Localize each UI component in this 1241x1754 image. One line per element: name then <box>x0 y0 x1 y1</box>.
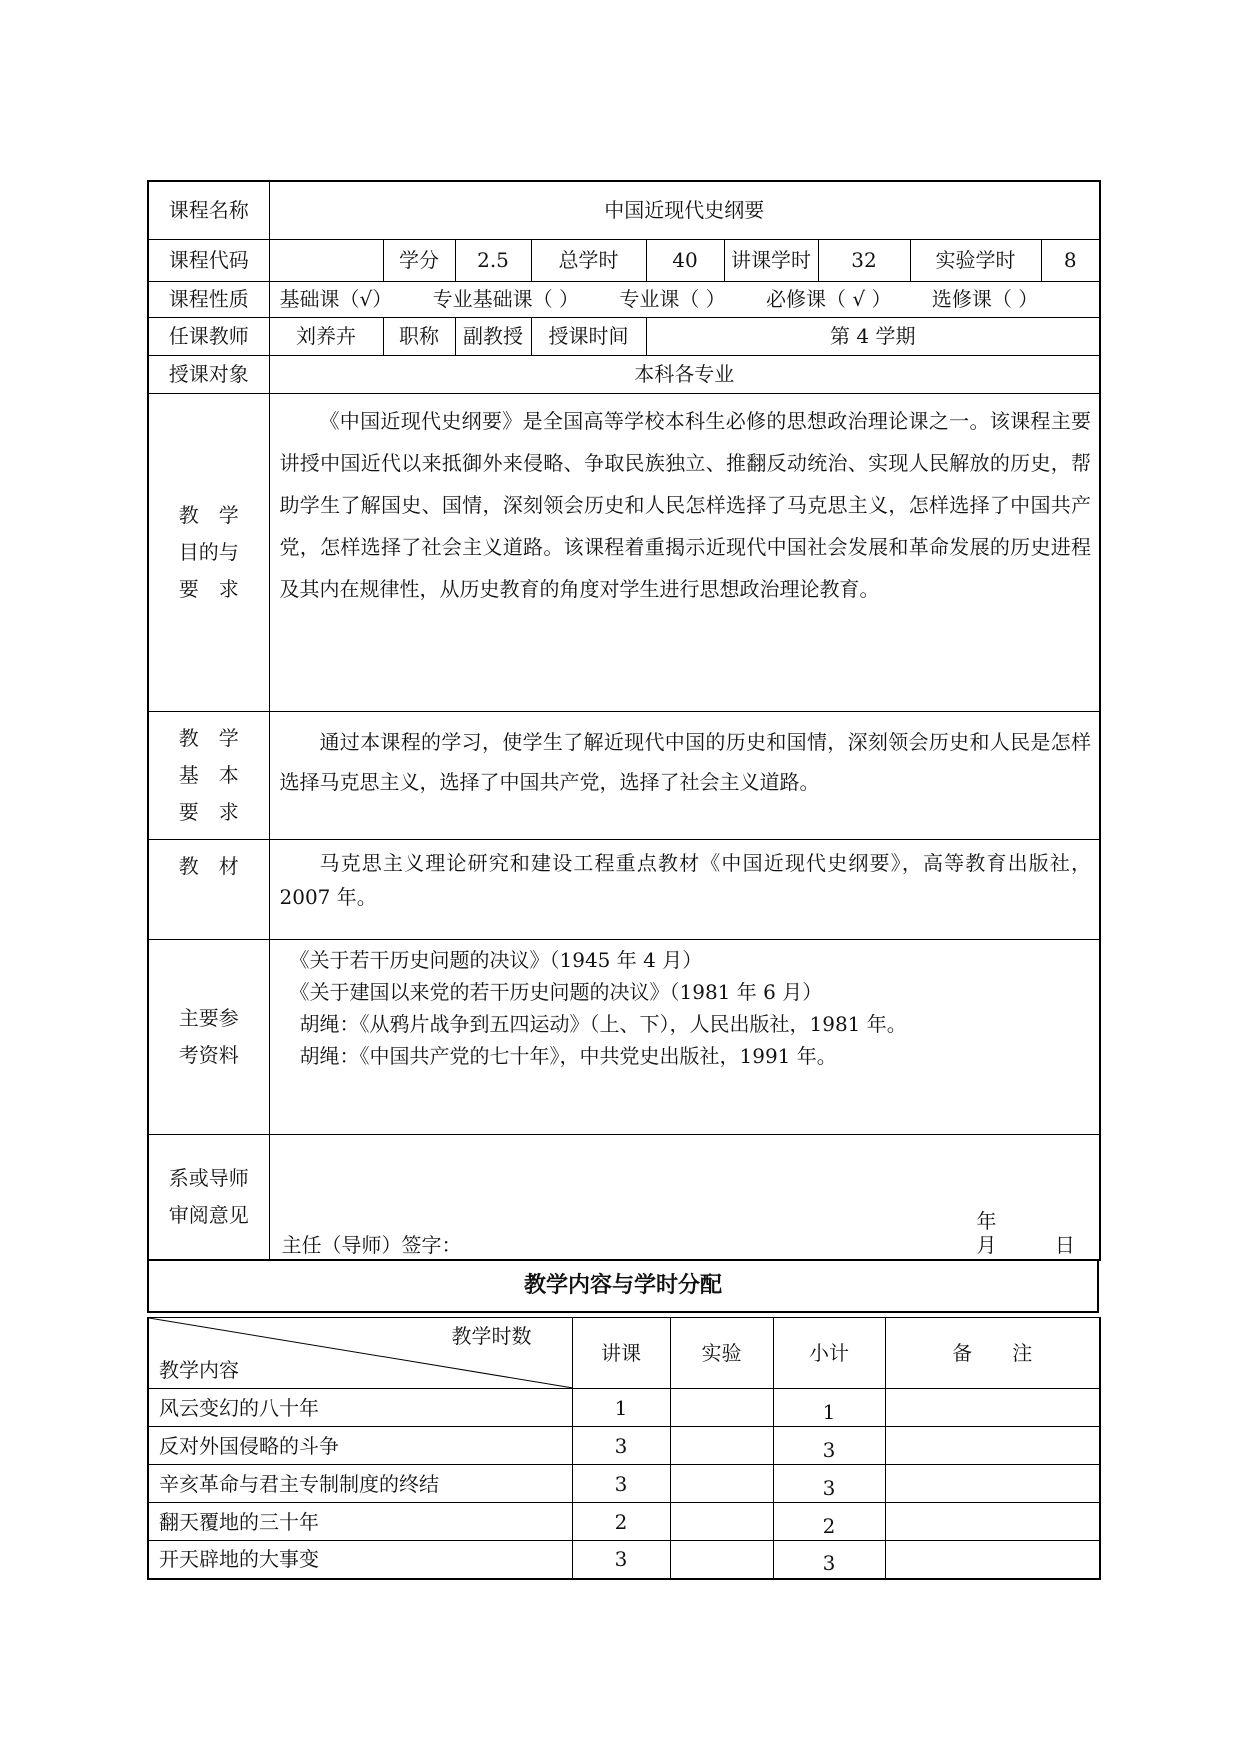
row-lecture: 3 <box>572 1465 670 1503</box>
goals-text: 《中国近现代史纲要》是全国高等学校本科生必修的思想政治理论课之一。该课程主要讲授中国近代以来抵御外来侵略、争取民族独立、推翻反动统治、实现人民解放的历史，帮助学生了解国史、国情，深刻领会历史和人民怎样选择了马克思主义，怎样选择了中国共产党，怎样选择了社会主义道路。该课程着重揭示近现代中国社会发展和革命发展的历史进程及其内在规律性，从历史教育的角度对学生进行思想政治理论教育。 <box>269 393 1100 711</box>
course-nature-options <box>269 281 1100 317</box>
course-nature-label: 课程性质 <box>148 281 269 317</box>
row-lab <box>670 1427 773 1465</box>
row-lab <box>670 1389 773 1427</box>
reference-item: 胡绳：《中国共产党的七十年》，中共党史出版社，1991 年。 <box>299 1043 837 1068</box>
table-row <box>148 1427 1100 1465</box>
date-month: 月 <box>976 1233 997 1257</box>
course-name-label: 课程名称 <box>148 181 269 239</box>
row-note <box>885 1503 1100 1541</box>
table-row <box>148 1503 1100 1541</box>
course-info-table <box>147 180 1101 1261</box>
lab-hours-label: 实验学时 <box>910 239 1041 281</box>
row-subtotal: 3 <box>773 1465 885 1503</box>
nature-option: 选修课（ ） <box>931 287 1039 311</box>
row-note <box>885 1541 1100 1579</box>
reference-item: 胡绳：《从鸦片战争到五四运动》（上、下），人民出版社，1981 年。 <box>299 1011 907 1036</box>
hours-section-title-table <box>147 1261 1099 1313</box>
row-note <box>885 1427 1100 1465</box>
header-content: 教学内容 <box>159 1358 239 1382</box>
row-subtotal: 3 <box>773 1541 885 1579</box>
reference-item: 《关于若干历史问题的决议》（1945 年 4 月） <box>289 947 703 972</box>
nature-option: 专业基础课（ ） <box>432 287 579 311</box>
title-value: 副教授 <box>455 317 531 355</box>
row-lab <box>670 1503 773 1541</box>
textbook-text: 马克思主义理论研究和建设工程重点教材《中国近现代史纲要》，高等教育出版社，2007 年。 <box>269 839 1100 939</box>
hours-section-title: 教学内容与学时分配 <box>148 1261 1098 1312</box>
header-lab: 实验 <box>670 1318 773 1389</box>
references-label: 主要参 考资料 <box>148 939 269 1134</box>
requirements-text: 通过本课程的学习，使学生了解近现代中国的历史和国情，深刻领会历史和人民是怎样选择马克思主义，选择了中国共产党，选择了社会主义道路。 <box>269 711 1100 839</box>
sign-label: 主任（导师）签字： <box>281 1233 462 1257</box>
title-label: 职称 <box>383 317 455 355</box>
total-hours-label: 总学时 <box>531 239 646 281</box>
date-day: 日 <box>1054 1233 1075 1257</box>
course-code-value <box>269 239 383 281</box>
table-row <box>148 1389 1100 1427</box>
hours-table-corner-header <box>148 1318 572 1389</box>
row-lab <box>670 1541 773 1579</box>
date-year: 年 <box>976 1209 997 1233</box>
course-code-label: 课程代码 <box>148 239 269 281</box>
audience-label: 授课对象 <box>148 355 269 393</box>
header-subtotal: 小计 <box>773 1318 885 1389</box>
row-subtotal: 3 <box>773 1427 885 1465</box>
sign-date <box>977 1209 1100 1257</box>
row-subtotal: 1 <box>773 1389 885 1427</box>
table-row <box>148 1465 1100 1503</box>
row-lab <box>670 1465 773 1503</box>
row-content: 反对外国侵略的斗争 <box>148 1427 572 1465</box>
row-lecture: 3 <box>572 1541 670 1579</box>
time-label: 授课时间 <box>531 317 646 355</box>
time-value: 第 4 学期 <box>646 317 1100 355</box>
lecture-hours-value: 32 <box>818 239 910 281</box>
textbook-label: 教 材 <box>148 839 269 939</box>
nature-option: 基础课（√） <box>279 287 393 311</box>
total-hours-value: 40 <box>646 239 724 281</box>
reference-item: 《关于建国以来党的若干历史问题的决议》（1981 年 6 月） <box>289 979 823 1004</box>
nature-option: 必修课（ √ ） <box>766 287 892 311</box>
goals-label: 教 学 目的与 要 求 <box>148 393 269 711</box>
course-form <box>147 180 1099 1580</box>
row-content: 辛亥革命与君主专制制度的终结 <box>148 1465 572 1503</box>
teacher-label: 任课教师 <box>148 317 269 355</box>
lecture-hours-label: 讲课学时 <box>724 239 818 281</box>
lab-hours-value: 8 <box>1041 239 1100 281</box>
row-note <box>885 1389 1100 1427</box>
requirements-label: 教 学 基 本 要 求 <box>148 711 269 839</box>
row-subtotal: 2 <box>773 1503 885 1541</box>
audience-value: 本科各专业 <box>269 355 1100 393</box>
row-content: 风云变幻的八十年 <box>148 1389 572 1427</box>
header-note: 备 注 <box>885 1318 1100 1389</box>
hours-table <box>147 1317 1101 1580</box>
table-row <box>148 1541 1100 1579</box>
teacher-value: 刘养卉 <box>269 317 383 355</box>
course-name-value: 中国近现代史纲要 <box>269 181 1100 239</box>
row-content: 翻天覆地的三十年 <box>148 1503 572 1541</box>
row-note <box>885 1465 1100 1503</box>
header-lecture: 讲课 <box>572 1318 670 1389</box>
credit-value: 2.5 <box>455 239 531 281</box>
nature-option: 专业课（ ） <box>619 287 726 311</box>
review-sign-area <box>269 1134 1100 1260</box>
row-content: 开天辟地的大事变 <box>148 1541 572 1579</box>
header-hours: 教学时数 <box>451 1324 532 1348</box>
row-lecture: 3 <box>572 1427 670 1465</box>
review-label: 系或导师 审阅意见 <box>148 1134 269 1260</box>
credit-label: 学分 <box>383 239 455 281</box>
references-list <box>269 939 1100 1134</box>
row-lecture: 1 <box>572 1389 670 1427</box>
row-lecture: 2 <box>572 1503 670 1541</box>
